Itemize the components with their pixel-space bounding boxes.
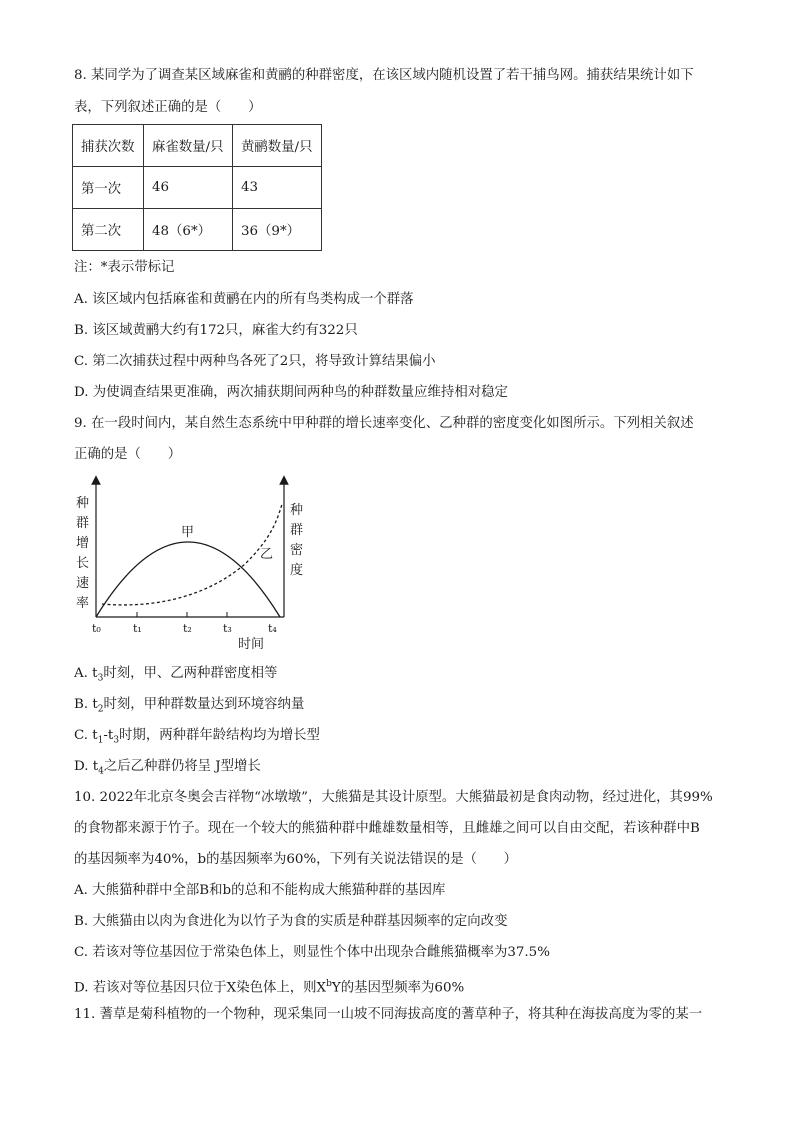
left-axis-char: 速 [76, 576, 90, 591]
q9-option-d [74, 757, 261, 782]
q8-option-d: D. 为使调查结果更准确，两次捕获期间两种鸟的种群数量应维持相对稳定 [74, 385, 508, 400]
tick-label: t₃ [223, 622, 232, 635]
table-cell: 43 [233, 167, 322, 209]
tick-label: t₄ [268, 622, 277, 635]
curve-jia [96, 542, 280, 617]
option-text: 时期，两种群年龄结构均为增长型 [119, 728, 320, 743]
q8-option-b: B. 该区域黄鹂大约有172只，麻雀大约有322只 [74, 323, 358, 338]
tick-label: t₀ [92, 622, 101, 635]
left-axis-char: 增 [76, 536, 90, 551]
table-row [73, 209, 322, 251]
q10-option-b: B. 大熊猫由以肉为食进化为以竹子为食的实质是种群基因频率的定向改变 [74, 914, 508, 929]
option-superscript: b [326, 979, 332, 989]
q8-stem-line1: 8. 某同学为了调查某区域麻雀和黄鹂的种群密度，在该区域内随机设置了若干捕鸟网。捕获结果统计如下 [74, 68, 694, 83]
right-axis-char: 度 [290, 563, 304, 578]
q10-option-a: A. 大熊猫种群中全部B和b的总和不能构成大熊猫种群的基因库 [74, 883, 446, 898]
tick-label: t₂ [183, 622, 192, 635]
right-axis-char: 密 [290, 543, 304, 558]
option-text: 时刻，甲、乙两种群密度相等 [103, 666, 278, 681]
tick-label: t₁ [133, 622, 142, 635]
table-cell: 36（9*） [233, 209, 322, 251]
table-header-cell: 麻雀数量/只 [144, 125, 233, 167]
curve-jia-label: 甲 [181, 525, 195, 540]
option-text: B. t [74, 697, 98, 712]
q8-option-a: A. 该区域内包括麻雀和黄鹂在内的所有鸟类构成一个群落 [74, 292, 414, 307]
option-subscript: 4 [98, 766, 104, 777]
option-text: C. t [74, 728, 98, 743]
option-text: D. t [74, 759, 99, 774]
option-subscript: 1 [97, 735, 104, 746]
table-header-cell: 捕获次数 [73, 125, 144, 167]
q8-stem-line2: 表，下列叙述正确的是（ ） [74, 100, 262, 115]
q9-option-c [74, 726, 320, 751]
table-header-cell: 黄鹂数量/只 [233, 125, 322, 167]
x-axis-label: 时间 [238, 637, 265, 652]
right-axis-char: 群 [290, 523, 304, 538]
option-subscript: 3 [97, 673, 104, 684]
right-axis-char: 种 [290, 503, 304, 518]
option-text: A. t [74, 666, 98, 681]
left-axis-char: 长 [76, 556, 90, 571]
option-text: 之后乙种群仍将呈 J型增长 [103, 759, 261, 774]
curve-yi-label: 乙 [260, 547, 274, 562]
q8-note: 注：*表示带标记 [74, 260, 175, 275]
q10-stem-line1: 10. 2022年北京冬奥会吉祥物“冰墩墩”，大熊猫是其设计原型。大熊猫最初是食肉动物，经过进化，其99% [74, 790, 713, 805]
table-cell: 48（6*） [144, 209, 233, 251]
left-axis-char: 群 [76, 516, 90, 531]
q11-stem-line1: 11. 蓍草是菊科植物的一个物种，现采集同一山坡不同海拔高度的蓍草种子，将其种在海拔高度为零的某一 [74, 1007, 703, 1022]
table-header-row [73, 125, 322, 167]
table-cell: 第二次 [73, 209, 144, 251]
q9-stem-line1: 9. 在一段时间内，某自然生态系统中甲种群的增长速率变化、乙种群的密度变化如图所示。下列相关叙述 [74, 416, 694, 431]
population-figure [70, 474, 310, 654]
option-subscript: 3 [113, 735, 120, 746]
q9-stem-line2: 正确的是（ ） [74, 447, 182, 462]
q10-option-d [74, 974, 464, 998]
q10-stem-line3: 的基因频率为40%，b的基因频率为60%，下列有关说法错误的是（ ） [74, 852, 518, 867]
q9-option-a [74, 664, 277, 689]
left-axis-char: 种 [76, 496, 90, 511]
table-cell: 第一次 [73, 167, 144, 209]
q8-option-c: C. 第二次捕获过程中两种鸟各死了2只，将导致计算结果偏小 [74, 354, 436, 369]
option-subscript: 2 [97, 704, 104, 715]
option-text: -t [103, 728, 114, 743]
q9-option-b [74, 695, 304, 720]
capture-table [72, 124, 322, 251]
option-text: 时刻，甲种群数量达到环境容纳量 [103, 697, 305, 712]
q10-stem-line2: 的食物都来源于竹子。现在一个较大的熊猫种群中雌雄数量相等，且雌雄之间可以自由交配，若该种群中B [74, 821, 700, 836]
table-row [73, 167, 322, 209]
option-text: Y的基因型频率为60% [331, 980, 465, 996]
q10-option-c: C. 若该对等位基因位于常染色体上，则显性个体中出现杂合雌熊猫概率为37.5% [74, 945, 550, 960]
left-axis-char: 率 [76, 596, 90, 611]
table-cell: 46 [144, 167, 233, 209]
curve-yi [102, 504, 282, 605]
option-text: D. 若该对等位基因只位于X染色体上，则X [74, 980, 327, 996]
